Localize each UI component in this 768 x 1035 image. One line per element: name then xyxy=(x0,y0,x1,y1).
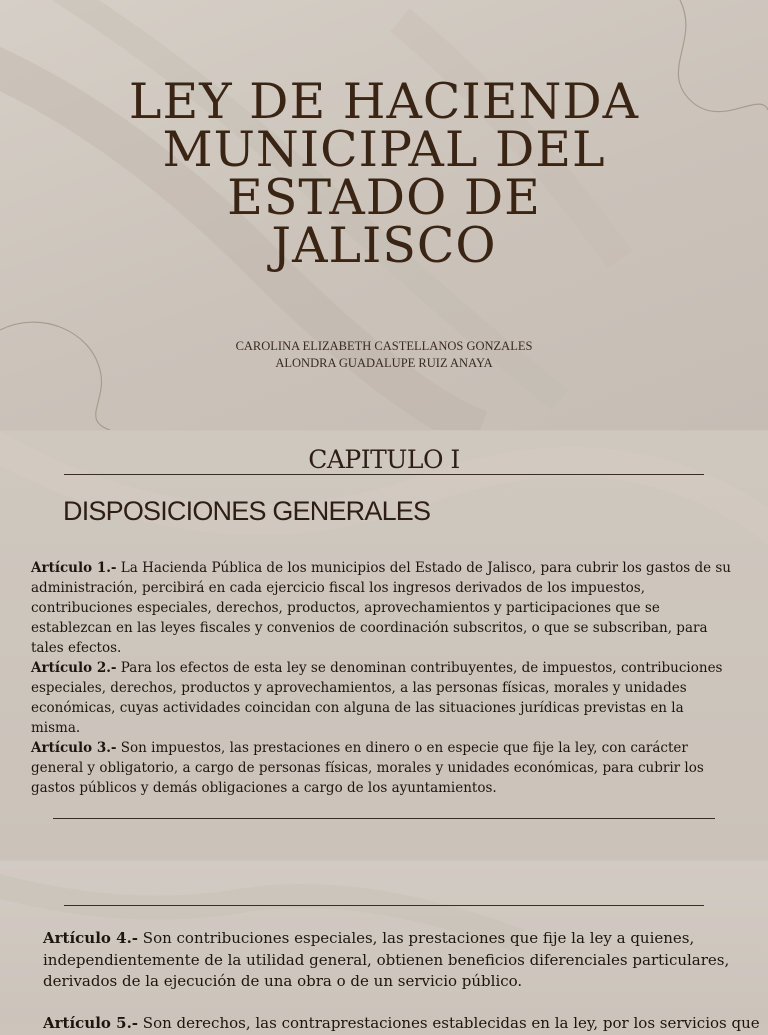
article-label: Artículo 3.- xyxy=(31,740,117,756)
article-text: Son derechos, las contraprestaciones establecidas en la ley, por los servicios que xyxy=(138,1014,760,1032)
article-1 xyxy=(31,558,731,658)
chapter-divider xyxy=(64,474,704,475)
article-label: Artículo 2.- xyxy=(31,660,117,676)
article-4 xyxy=(43,928,733,993)
article-text: Son impuestos, las prestaciones en dinero o en especie que fije la ley, con carácter general y obligatorio, a cargo de personas físicas, morales y unidades económicas, para cubrir los gastos públicos y demás obligaciones a cargo de los ayuntamientos. xyxy=(31,740,704,796)
author-name: CAROLINA ELIZABETH CASTELLANOS GONZALES xyxy=(235,339,533,353)
cover-page xyxy=(0,0,768,430)
article-label: Artículo 4.- xyxy=(43,929,139,947)
article-text: La Hacienda Pública de los municipios del Estado de Jalisco, para cubrir los gastos de su administración, percibirá en cada ejercicio fiscal los ingresos derivados de los impuestos, contribuciones especiales, derechos, productos, aprovechamientos y participaciones que se establezcan en las leyes fiscales y convenios de coordinación subscritos, o que se subscriban, para tales efectos. xyxy=(31,560,731,656)
title-line: JALISCO xyxy=(271,217,497,274)
author-name: ALONDRA GUADALUPE RUIZ ANAYA xyxy=(275,356,493,370)
section-title: DISPOSICIONES GENERALES xyxy=(63,496,431,526)
article-text: Para los efectos de esta ley se denominan contribuyentes, de impuestos, contribuciones especiales, derechos, productos y aprovechamientos, a las personas físicas, morales y unidades económicas, cuyas actividades coincidan con alguna de las situaciones jurídicas previstas en la misma. xyxy=(31,660,723,736)
title-line: LEY DE HACIENDA xyxy=(128,73,640,130)
article-2 xyxy=(31,658,731,738)
page-bottom-divider xyxy=(53,818,715,819)
page-top-divider xyxy=(64,905,704,906)
article-3 xyxy=(31,738,731,798)
document-title xyxy=(40,73,728,274)
article-label: Artículo 1.- xyxy=(31,560,117,576)
article-text: Son contribuciones especiales, las prestaciones que fije la ley a quienes, independientemente de la utilidad general, obtienen beneficios diferenciales particulares, derivados de la ejecución de una obra o de un servicio público. xyxy=(43,929,730,990)
article-label: Artículo 5.- xyxy=(43,1014,139,1032)
authors-block xyxy=(0,338,768,372)
chapter-title: CAPITULO I xyxy=(308,445,460,474)
title-line: MUNICIPAL DEL xyxy=(162,121,606,178)
title-line: ESTADO DE xyxy=(227,169,541,226)
